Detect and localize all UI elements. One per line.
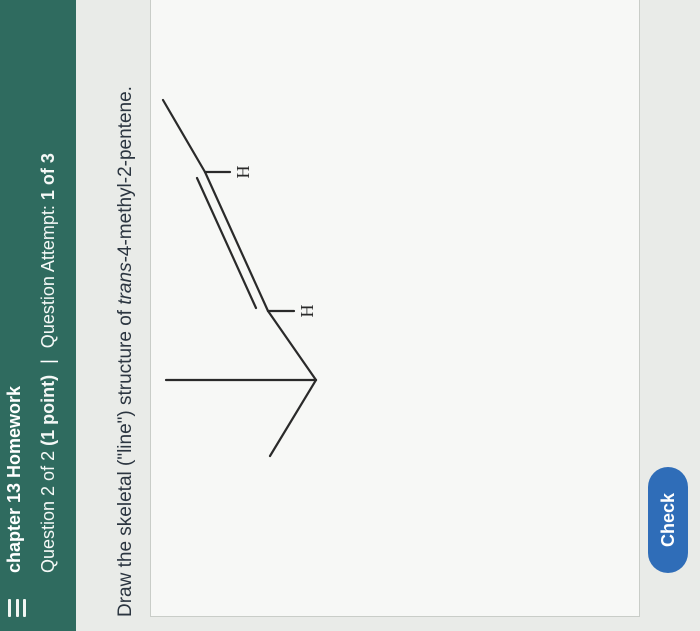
question-number: Question 2 of 2 bbox=[38, 450, 58, 573]
attempt-label: Question Attempt: bbox=[38, 205, 58, 349]
molecule-drawing bbox=[151, 0, 639, 616]
atom-label-h: H bbox=[297, 304, 317, 318]
bond-c4-c5 bbox=[270, 380, 316, 456]
prompt-text-end: -4-methyl-2-pentene. bbox=[115, 86, 136, 263]
menu-bar bbox=[16, 599, 19, 617]
question-meta bbox=[38, 153, 59, 573]
menu-bar bbox=[23, 599, 26, 617]
meta-separator: | bbox=[38, 359, 58, 364]
assignment-title: chapter 13 Homework bbox=[4, 385, 24, 573]
question-points: (1 point) bbox=[38, 374, 58, 446]
menu-bar bbox=[8, 599, 11, 617]
bond-methyl-c1 bbox=[163, 100, 205, 172]
atom-label-h: H bbox=[233, 165, 253, 179]
attempt-value: 1 of 3 bbox=[38, 153, 58, 201]
question-header bbox=[0, 0, 76, 631]
bond-double-c2-c3 bbox=[205, 172, 268, 311]
question-prompt bbox=[115, 17, 137, 617]
drawing-canvas[interactable] bbox=[150, 0, 640, 617]
menu-icon[interactable] bbox=[8, 599, 26, 617]
bond-double-c2-c3-inner bbox=[197, 178, 256, 308]
bond-c3-c4 bbox=[268, 311, 316, 380]
prompt-text-start: Draw the skeletal ("line") structure of bbox=[115, 304, 136, 617]
check-button[interactable]: Check bbox=[648, 467, 688, 573]
prompt-text-italic: trans bbox=[115, 262, 136, 305]
